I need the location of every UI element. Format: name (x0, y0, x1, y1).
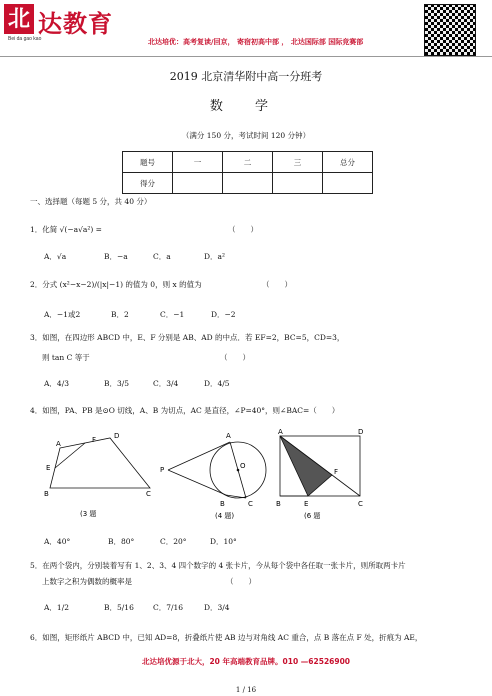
question-1-stem: 1．化简 √(−a√a²) = (30, 225, 102, 234)
option: B．3/5 (104, 379, 130, 388)
score-cell: 题号 (123, 152, 173, 173)
option: C．a (153, 252, 171, 261)
score-cell: 总分 (323, 152, 373, 173)
exam-note: （满分 150 分，考试时间 120 分钟） (181, 131, 311, 140)
option: D．a² (204, 252, 225, 261)
score-table (122, 151, 373, 194)
option: B．2 (111, 310, 129, 319)
question-5-paren: （ ） (226, 577, 256, 586)
fig3-label: F (92, 436, 97, 444)
option: C．20° (160, 537, 187, 546)
fig3-label: C (146, 490, 151, 498)
score-cell (323, 173, 373, 194)
option: A．1/2 (44, 603, 69, 612)
figure-6-rectangle-fold (276, 428, 363, 520)
header-banner: 北达培优：高考复读/回京， 寄宿初高中部 ， 北达国际部 国际竞赛部 (148, 38, 364, 46)
figure-caption: (3 题 (80, 510, 97, 518)
figure-3-quadrilateral (44, 432, 151, 518)
exam-title: 2019 北京清华附中高一分班考 (169, 70, 323, 83)
score-cell: 二 (223, 152, 273, 173)
logo-subtitle: Bei da gao kao (8, 36, 42, 42)
option: C．3/4 (153, 379, 179, 388)
fig4-label: O (240, 462, 246, 470)
fig6-label: C (358, 500, 363, 508)
option: A．√a (44, 252, 67, 261)
option: A．−1或2 (44, 310, 81, 319)
fig6-label: B (276, 500, 281, 508)
page-number: 1 / 16 (235, 686, 257, 694)
question-3-stem-2: 则 tan C 等于 (42, 353, 90, 362)
score-cell (273, 173, 323, 194)
question-3-stem: 3．如图，在四边形 ABCD 中，E、F 分别是 AB、AD 的中点．若 EF=2，BC=5，CD=3， (30, 333, 345, 342)
option: D．−2 (211, 310, 236, 319)
question-5-stem-2: 上数字之积为偶数的概率是 (42, 577, 132, 586)
figures (40, 428, 480, 520)
option: B．80° (108, 537, 135, 546)
question-5-stem: 5．在两个袋内，分别装着写有 1、2、3、4 四个数字的 4 张卡片，今从每个袋中各任取一张卡片，则所取两卡片 (30, 561, 406, 570)
question-2-paren: （ ） (262, 280, 292, 289)
fig6-label: A (278, 428, 283, 436)
logo-text: 达教育 (38, 10, 113, 38)
question-6-stem: 6．如图，矩形纸片 ABCD 中，已知 AD=8，折叠纸片使 AB 边与对角线 AC 重合，点 B 落在点 F 处，折痕为 AE， (30, 633, 423, 642)
section-heading: 一、选择题（每题 5 分，共 40 分） (30, 197, 152, 206)
question-4-stem: 4．如图，PA、PB 是⊙O 切线，A、B 为切点，AC 是直径，∠P=40°，则∠BAC=（ ） (30, 406, 340, 415)
fig6-label: D (358, 428, 364, 436)
option: D．4/5 (204, 379, 230, 388)
fig4-label: B (220, 500, 225, 508)
question-2-stem: 2．分式 (x²−x−2)/(|x|−1) 的值为 0，则 x 的值为 (30, 280, 202, 289)
figure-4-circle-tangents (160, 432, 266, 520)
option: C．−1 (160, 310, 185, 319)
score-cell: 一 (173, 152, 223, 173)
score-cell: 三 (273, 152, 323, 173)
question-3-paren: （ ） (220, 353, 250, 362)
fig3-label: E (46, 464, 51, 472)
fig3-label: D (114, 432, 120, 440)
option: D．10° (210, 537, 237, 546)
option: C．7/16 (153, 603, 184, 612)
page-footer: 北达培优源于北大，20 年高端教育品牌。010 —62526900 (141, 657, 351, 666)
score-cell: 得分 (123, 173, 173, 194)
fig3-label: B (44, 490, 49, 498)
option: B．5/16 (104, 603, 134, 612)
option: A．40° (44, 537, 71, 546)
fig3-label: A (56, 440, 61, 448)
exam-subject: 数 学 (209, 99, 283, 114)
score-table-row (123, 173, 373, 194)
option: B．−a (104, 252, 128, 261)
fig4-label: A (226, 432, 231, 440)
score-table-row (123, 152, 373, 173)
question-1-paren: （ ） (228, 225, 258, 234)
figure-caption: (4 题) (215, 512, 235, 520)
fig4-label: C (248, 500, 253, 508)
option: A．4/3 (44, 379, 69, 388)
option: D．3/4 (204, 603, 230, 612)
header-divider (0, 56, 492, 57)
qr-code-icon (424, 4, 476, 56)
fig4-label: P (160, 466, 165, 474)
score-cell (173, 173, 223, 194)
logo-mark: 北 (4, 4, 34, 34)
fig6-label: F (334, 468, 339, 476)
fig6-label: E (304, 500, 309, 508)
score-cell (223, 173, 273, 194)
figure-caption: (6 题 (304, 512, 321, 520)
